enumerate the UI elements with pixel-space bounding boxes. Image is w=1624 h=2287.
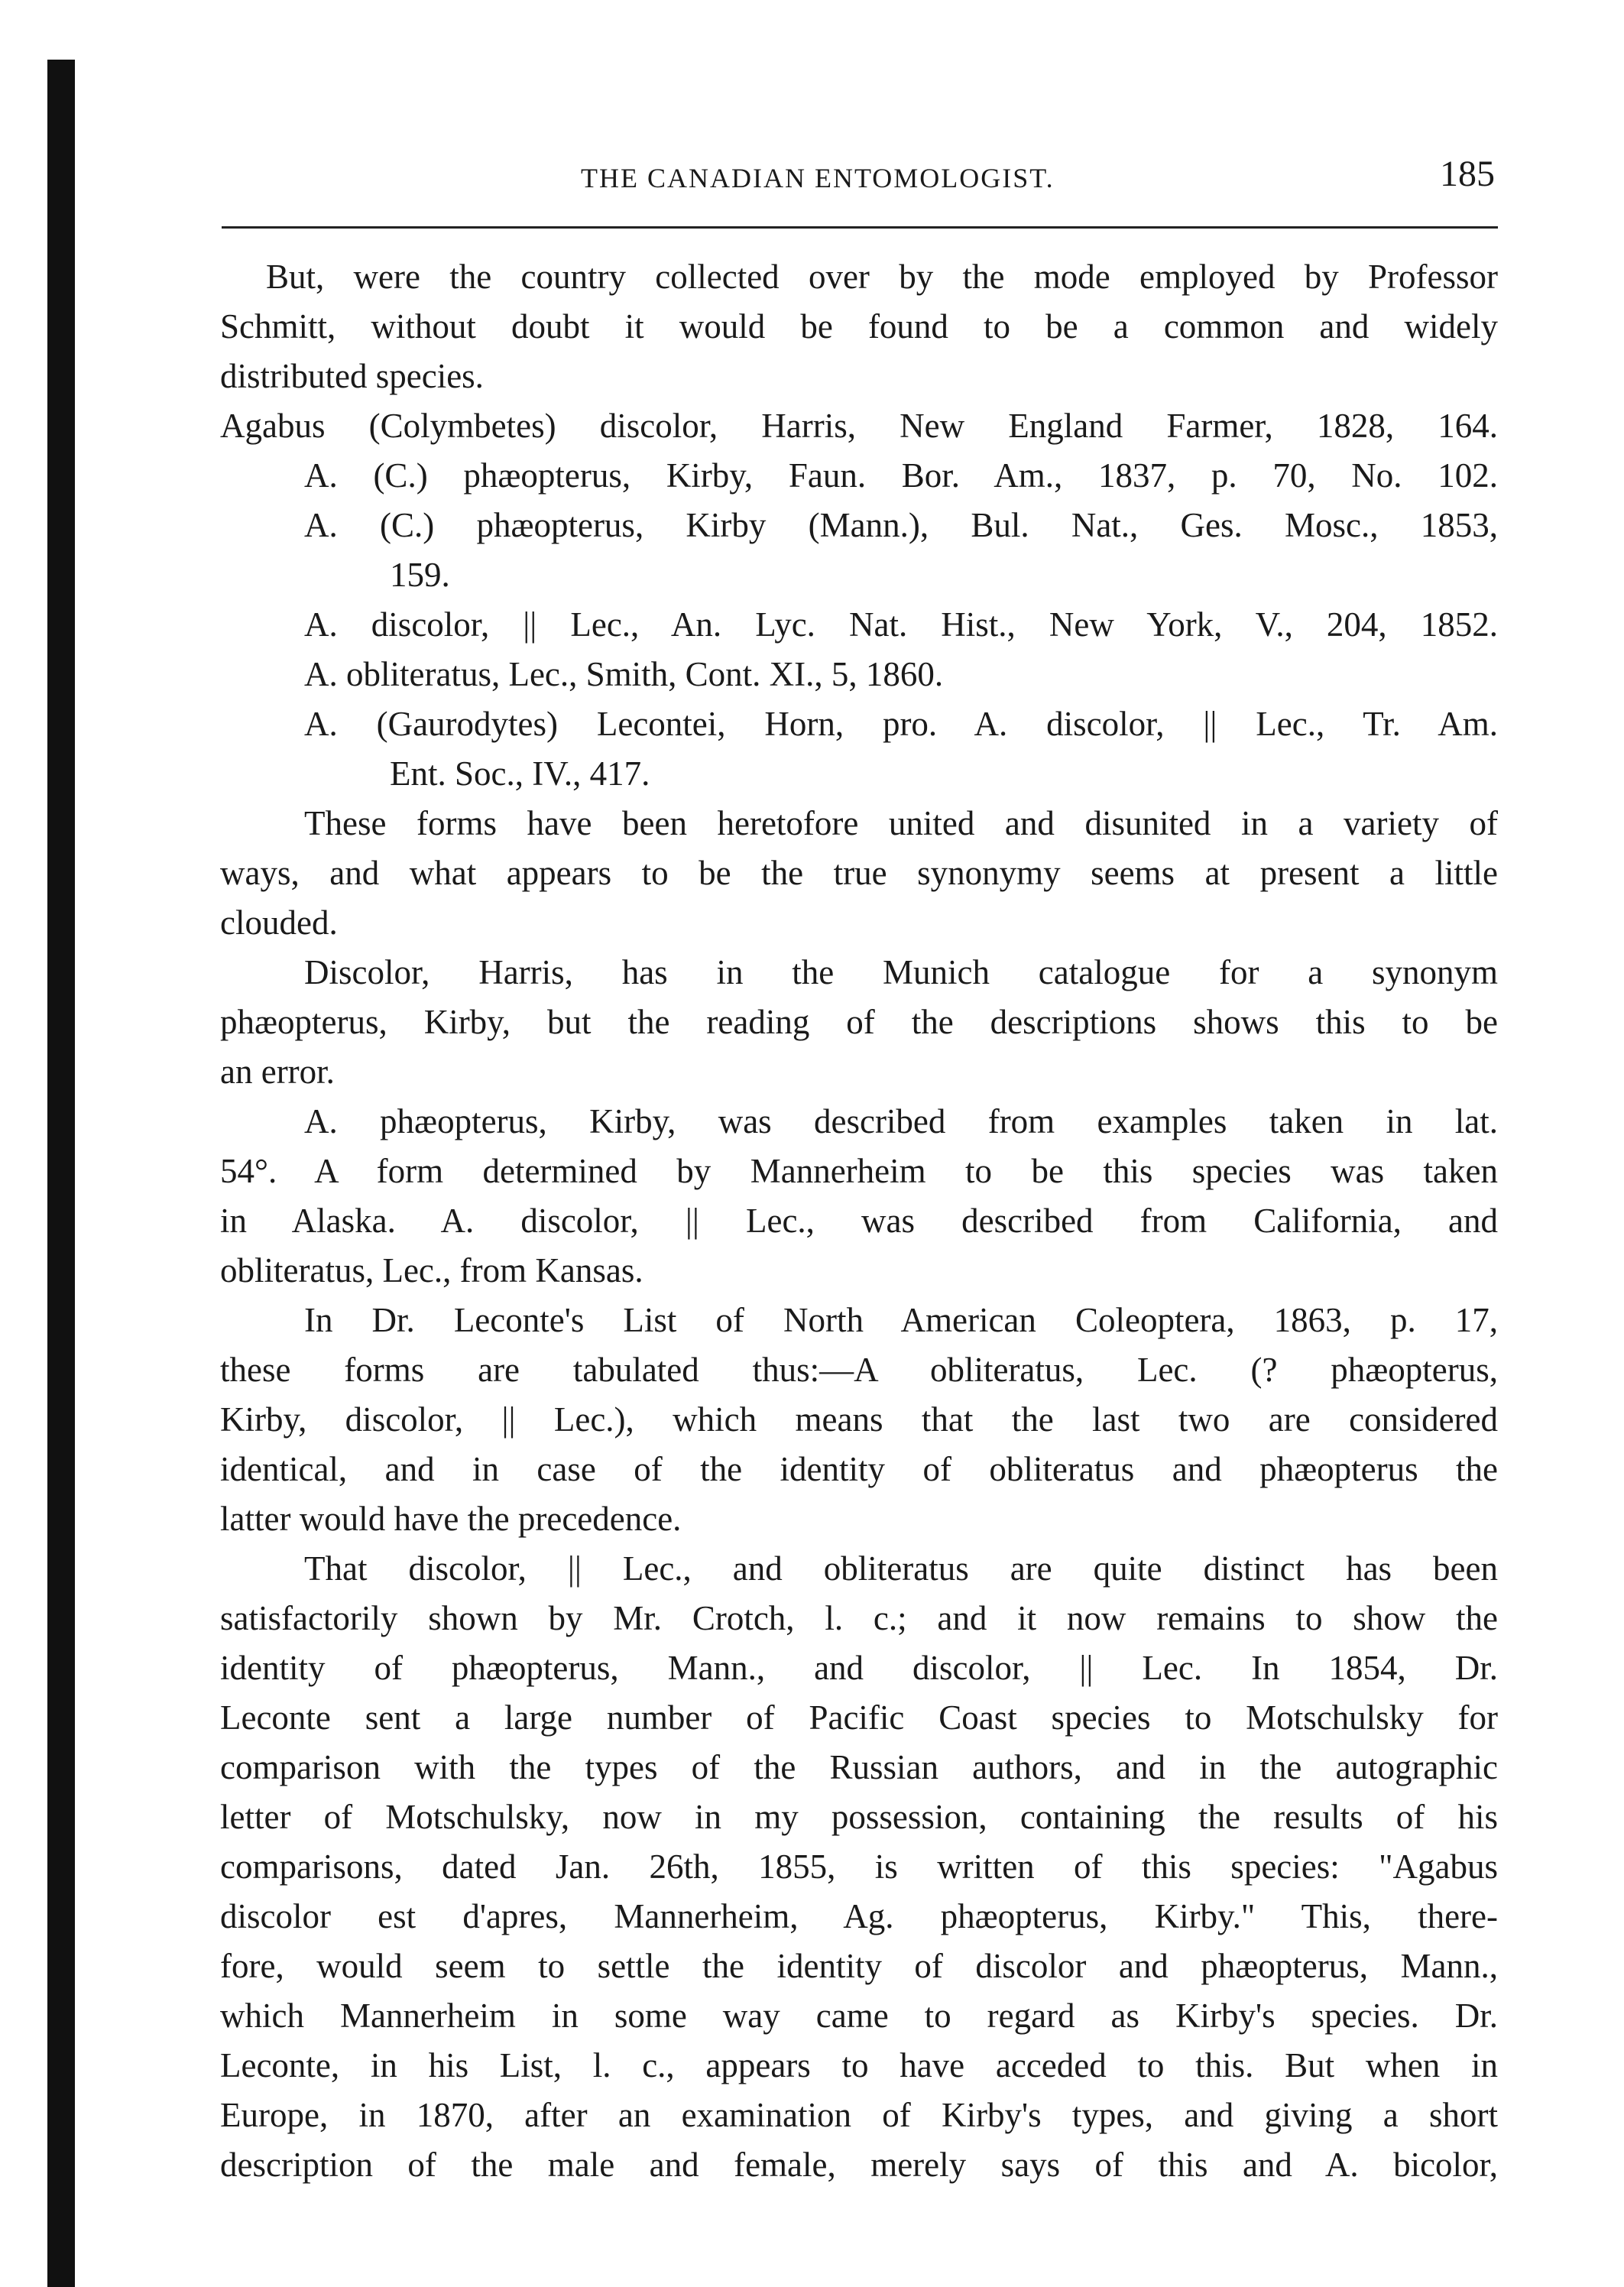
text-line: These forms have been heretofore united and disunited in a variety of xyxy=(304,804,1498,842)
binding-edge-bar xyxy=(47,60,75,2287)
text-line: in Alaska. A. discolor, || Lec., was described from California, and xyxy=(220,1202,1498,1240)
synonymy-line: A. (Gaurodytes) Lecontei, Horn, pro. A. discolor, || Lec., Tr. Am. xyxy=(304,705,1498,743)
synonymy-line: Ent. Soc., IV., 417. xyxy=(390,754,650,793)
synonymy-line: 159. xyxy=(390,556,450,594)
synonymy-line: A. obliteratus, Lec., Smith, Cont. XI., 5, 1860. xyxy=(304,655,944,693)
text-line: identical, and in case of the identity of obliteratus and phæopterus the xyxy=(220,1450,1498,1488)
text-line: latter would have the precedence. xyxy=(220,1500,682,1538)
text-line: That discolor, || Lec., and obliteratus are quite distinct has been xyxy=(304,1549,1498,1588)
text-line: Discolor, Harris, has in the Munich catalogue for a synonym xyxy=(304,953,1498,991)
page-number: 185 xyxy=(1440,154,1495,194)
text-line: letter of Motschulsky, now in my possession, containing the results of his xyxy=(220,1798,1498,1836)
synonymy-line: A. (C.) phæopterus, Kirby (Mann.), Bul. Nat., Ges. Mosc., 1853, xyxy=(304,506,1498,544)
text-line: which Mannerheim in some way came to regard as Kirby's species. Dr. xyxy=(220,1997,1498,2035)
text-line: satisfactorily shown by Mr. Crotch, l. c.; and it now remains to show the xyxy=(220,1599,1498,1637)
header-rule xyxy=(222,226,1498,229)
text-line: distributed species. xyxy=(220,357,484,395)
text-line: clouded. xyxy=(220,903,338,942)
text-line: A. phæopterus, Kirby, was described from examples taken in lat. xyxy=(304,1102,1498,1140)
text-line: In Dr. Leconte's List of North American Coleoptera, 1863, p. 17, xyxy=(304,1301,1498,1339)
text-line: obliteratus, Lec., from Kansas. xyxy=(220,1251,643,1289)
body-text xyxy=(220,252,1498,2190)
text-line: Kirby, discolor, || Lec.), which means that the last two are considered xyxy=(220,1400,1498,1439)
text-line: 54°. A form determined by Mannerheim to be this species was taken xyxy=(220,1152,1498,1190)
text-line: comparison with the types of the Russian authors, and in the autographic xyxy=(220,1748,1498,1786)
text-line: description of the male and female, merely says of this and A. bicolor, xyxy=(220,2146,1498,2184)
text-line: phæopterus, Kirby, but the reading of the descriptions shows this to be xyxy=(220,1003,1498,1041)
text-line: But, were the country collected over by the mode employed by Professor xyxy=(266,258,1498,296)
text-line: Schmitt, without doubt it would be found to be a common and widely xyxy=(220,307,1498,345)
synonymy-line: A. (C.) phæopterus, Kirby, Faun. Bor. Am., 1837, p. 70, No. 102. xyxy=(304,456,1498,495)
text-line: fore, would seem to settle the identity of discolor and phæopterus, Mann., xyxy=(220,1947,1498,1985)
page-header xyxy=(222,153,1498,199)
text-line: identity of phæopterus, Mann., and discolor, || Lec. In 1854, Dr. xyxy=(220,1649,1498,1687)
text-line: an error. xyxy=(220,1053,335,1091)
synonymy-line: Agabus (Colymbetes) discolor, Harris, New England Farmer, 1828, 164. xyxy=(220,407,1498,445)
text-line: Leconte, in his List, l. c., appears to have acceded to this. But when in xyxy=(220,2046,1498,2084)
text-line: discolor est d'apres, Mannerheim, Ag. phæopterus, Kirby." This, there- xyxy=(220,1897,1498,1935)
text-line: Leconte sent a large number of Pacific Coast species to Motschulsky for xyxy=(220,1698,1498,1737)
text-line: these forms are tabulated thus:—A obliteratus, Lec. (? phæopterus, xyxy=(220,1351,1498,1389)
synonymy-line: A. discolor, || Lec., An. Lyc. Nat. Hist., New York, V., 204, 1852. xyxy=(304,605,1498,644)
running-head: THE CANADIAN ENTOMOLOGIST. xyxy=(581,163,1055,193)
text-line: Europe, in 1870, after an examination of Kirby's types, and giving a short xyxy=(220,2096,1498,2134)
text-line: ways, and what appears to be the true synonymy seems at present a little xyxy=(220,854,1498,892)
text-line: comparisons, dated Jan. 26th, 1855, is written of this species: "Agabus xyxy=(220,1847,1498,1886)
